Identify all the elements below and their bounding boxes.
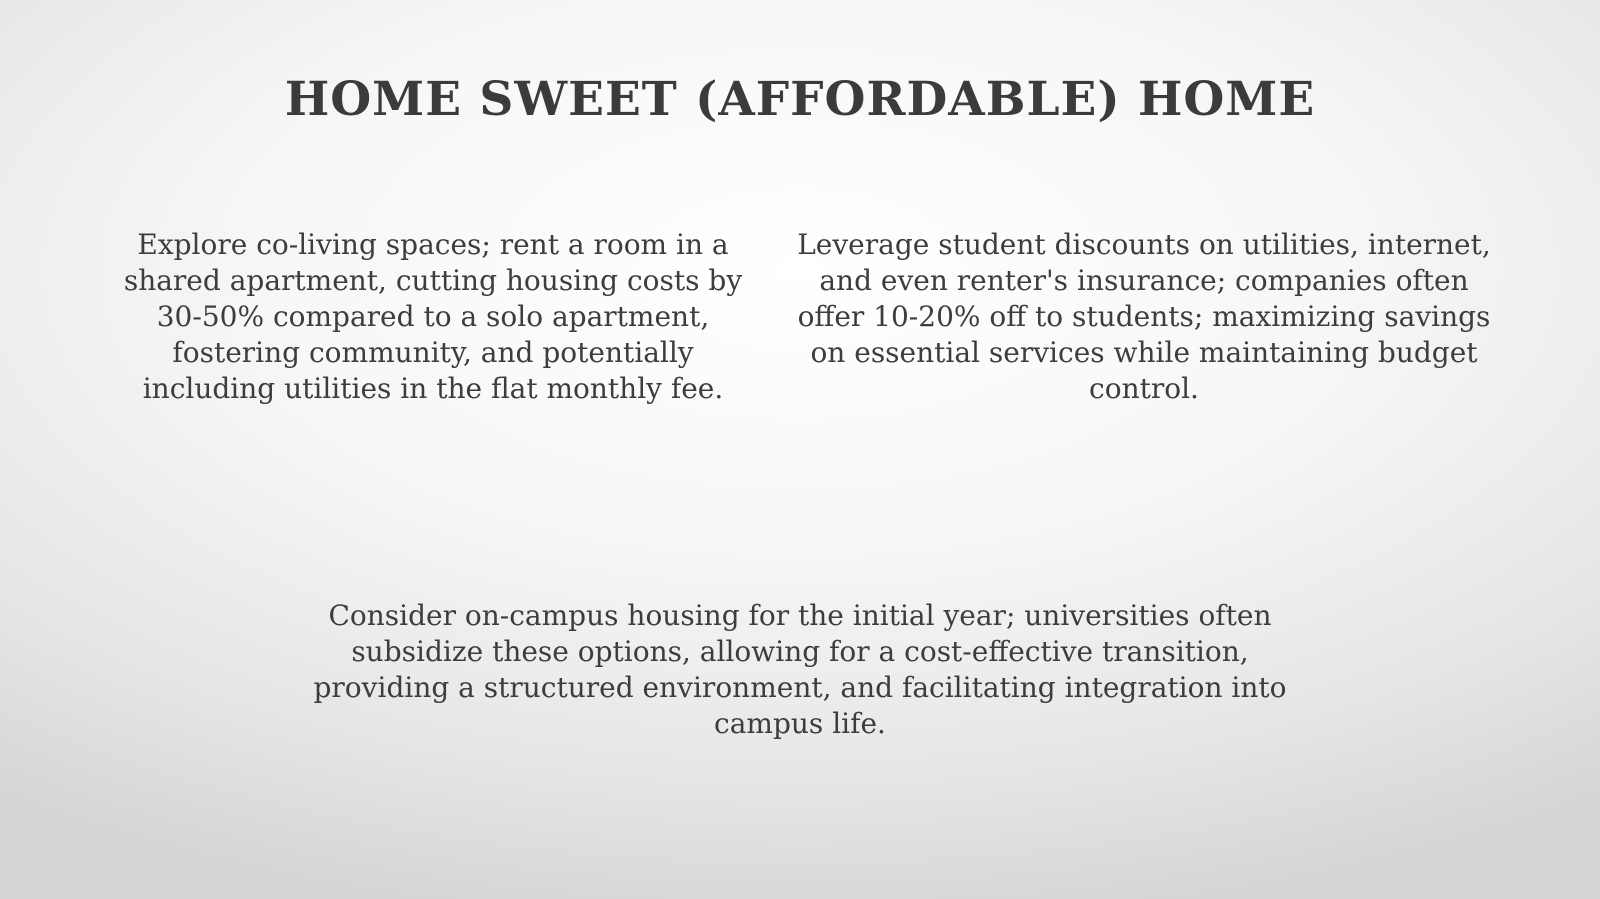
text-block-on-campus-housing: Consider on-campus housing for the initial year; universities often subsidize these options, allowing for a cost-effective transition, providing a structured environment, and facilitating integration into campus life. xyxy=(313,599,1287,740)
slide-title: HOME SWEET (AFFORDABLE) HOME xyxy=(284,72,1316,127)
text-block-co-living: Explore co-living spaces; rent a room in a shared apartment, cutting housing costs by 30-50% compared to a solo apartment, fostering community, and potentially including utilities in the flat monthly fee. xyxy=(123,228,743,405)
text-block-student-discounts: Leverage student discounts on utilities, internet, and even renter's insurance; companies often offer 10-20% off to students; maximizing savings on essential services while maintaining budget control. xyxy=(797,228,1491,405)
